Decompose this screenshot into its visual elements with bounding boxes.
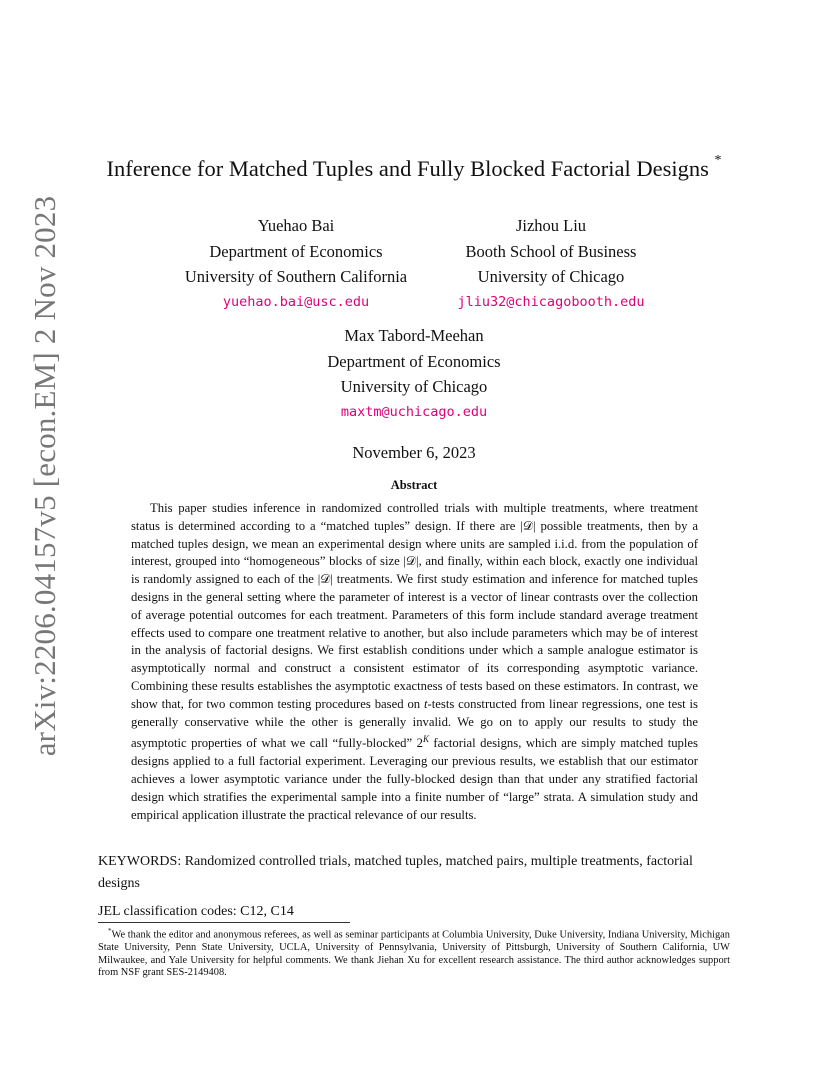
abstract-body <box>131 500 698 825</box>
footnote-text: We thank the editor and anonymous referees, as well as seminar participants at Columbia University, Duke University, Indiana University, Michigan State University, Penn State University, UCLA, University of Pennsylvania, University of Pittsburgh, University of Southern California, UW Milwaukee, and Yale University for helpful comments. We thank Jiehan Xu for excellent research assistance. The third author acknowledges support from NSF grant SES-2149408. <box>98 929 730 979</box>
author-department: Department of Economics <box>209 241 383 261</box>
abstract-exponent: K <box>422 734 429 745</box>
abstract-text-part-1: This paper studies inference in randomized controlled trials with multiple treatments, where treatment status is determined according to a “matched tuples” design. If there are |𝒟| possible treatments, then by a matched tuples design, we mean an experimental design where units are sampled i.i.d. from the population of interest, grouped into “homogeneous” blocks of size |𝒟|, and finally, within each block, exactly one individual is randomly assigned to each of the |𝒟| treatments. We first study estimation and inference for matched tuples designs in the general setting where the parameter of interest is a vector of linear contrasts over the collection of average potential outcomes for each treatment. Parameters of this form include standard average treatment effects used to compare one treatment relative to another, but also include parameters which may be of interest in the analysis of factorial designs. We first establish conditions under which a sample analogue estimator is asymptotically normal and construct a consistent estimator of its corresponding asymptotic variance. Combining these results establishes the asymptotic exactness of tests based on these estimators. In contrast, we show that, for two common testing procedures based on <box>131 501 698 711</box>
author-institution: University of Chicago <box>340 377 488 396</box>
abstract-text-part-3: factorial designs, which are simply matched tuples designs applied to a full factorial experiment. Leveraging our previous results, we establish that our estimator achieves a lower asymptotic variance under the fully-blocked design than that under any stratified factorial design which stratifies the experimental sample into a finite number of “large” strata. A simulation study and empirical application illustrate the practical relevance of our results. <box>131 736 698 822</box>
paper-date: November 6, 2023 <box>352 443 476 462</box>
abstract-heading: Abstract <box>390 478 438 492</box>
author-block-liu <box>436 213 666 315</box>
title-footnote-mark: * <box>714 152 722 168</box>
footnote-divider <box>98 922 350 923</box>
title-text: Inference for Matched Tuples and Fully Blocked Factorial Designs <box>106 156 709 181</box>
author-institution: University of Southern California <box>184 267 408 286</box>
footnote-mark: * <box>108 927 112 935</box>
author-department: Department of Economics <box>327 351 501 371</box>
author-email-link[interactable]: jliu32@chicagobooth.edu <box>457 293 645 310</box>
author-name: Max Tabord-Meehan <box>344 326 484 345</box>
author-institution: University of Chicago <box>477 267 625 286</box>
keywords: KEYWORDS: Randomized controlled trials, matched tuples, matched pairs, multiple treatments, factorial designs <box>98 854 693 891</box>
author-block-tabord-meehan <box>299 323 529 425</box>
author-department: Booth School of Business <box>465 241 637 261</box>
arxiv-identifier-stamp: arXiv:2206.04157v5 [econ.EM] 2 Nov 2023 <box>27 195 62 757</box>
abstract-text-part-2: -tests constructed from linear regressions, one test is generally conservative while the other is generally invalid. We go on to apply our results to study the asymptotic properties of what we call “fully-blocked” 2 <box>131 696 698 751</box>
paper-title <box>0 152 828 182</box>
abstract-t-symbol: t <box>424 696 428 711</box>
author-block-bai <box>176 213 416 315</box>
footnote <box>98 925 730 980</box>
author-name: Jizhou Liu <box>515 216 587 235</box>
jel-codes: JEL classification codes: C12, C14 <box>98 904 294 919</box>
author-email-link[interactable]: yuehao.bai@usc.edu <box>222 293 370 310</box>
author-email-link[interactable]: maxtm@uchicago.edu <box>340 403 488 420</box>
author-name: Yuehao Bai <box>257 216 335 235</box>
